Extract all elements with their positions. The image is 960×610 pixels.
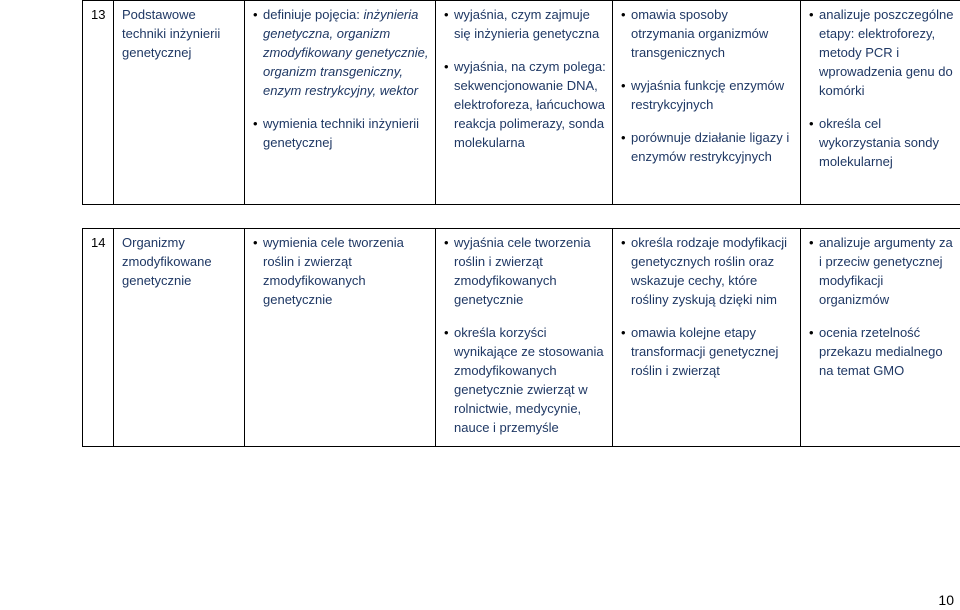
requirements-cell <box>436 1 613 205</box>
list-item: • omawia kolejne etapy transformacji genetycznej roślin i zwierząt <box>621 323 795 380</box>
list-item: • omawia sposoby otrzymania organizmów transgenicznych <box>621 5 795 62</box>
table-row <box>83 1 960 205</box>
requirements-cell <box>245 229 436 447</box>
row-number: 13 <box>83 1 114 205</box>
list-item: • analizuje poszczególne etapy: elektroforezy, metody PCR i wprowadzenia genu do komórki <box>809 5 955 100</box>
list-item: • wymienia techniki inżynierii genetycznej <box>253 114 430 152</box>
spacer-row <box>83 205 960 229</box>
table-row <box>83 229 960 447</box>
requirements-cell <box>436 229 613 447</box>
topic-cell: Podstawowe techniki inżynierii genetycznej <box>114 1 245 205</box>
list-item: • wyjaśnia cele tworzenia roślin i zwierząt zmodyfikowanych genetycznie <box>444 233 607 309</box>
list-item: • wymienia cele tworzenia roślin i zwierząt zmodyfikowanych genetycznie <box>253 233 430 309</box>
list-item: • definiuje pojęcia: inżynieria genetyczna, organizm zmodyfikowany genetycznie, organizm transgeniczny, enzym restrykcyjny, wektor <box>253 5 430 100</box>
requirements-cell <box>245 1 436 205</box>
list-item: • wyjaśnia, na czym polega: sekwencjonowanie DNA, elektroforeza, łańcuchowa reakcja polimerazy, sonda molekularna <box>444 57 607 152</box>
page-number: 10 <box>938 592 954 608</box>
list-item: • określa rodzaje modyfikacji genetycznych roślin oraz wskazuje cechy, które rośliny zyskują dzięki nim <box>621 233 795 309</box>
list-item: • określa cel wykorzystania sondy molekularnej <box>809 114 955 171</box>
requirements-cell <box>801 229 960 447</box>
curriculum-table <box>82 0 960 447</box>
list-item: • określa korzyści wynikające ze stosowania zmodyfikowanych genetycznie zwierząt w rolnictwie, medycynie, nauce i przemyśle <box>444 323 607 437</box>
requirements-cell <box>613 229 801 447</box>
list-item: • wyjaśnia funkcję enzymów restrykcyjnych <box>621 76 795 114</box>
list-item: • wyjaśnia, czym zajmuje się inżynieria genetyczna <box>444 5 607 43</box>
row-number: 14 <box>83 229 114 447</box>
list-item: • ocenia rzetelność przekazu medialnego na temat GMO <box>809 323 955 380</box>
requirements-cell <box>613 1 801 205</box>
list-item: • porównuje działanie ligazy i enzymów restrykcyjnych <box>621 128 795 166</box>
list-item: • analizuje argumenty za i przeciw genetycznej modyfikacji organizmów <box>809 233 955 309</box>
requirements-cell <box>801 1 960 205</box>
topic-cell: Organizmy zmodyfikowane genetycznie <box>114 229 245 447</box>
